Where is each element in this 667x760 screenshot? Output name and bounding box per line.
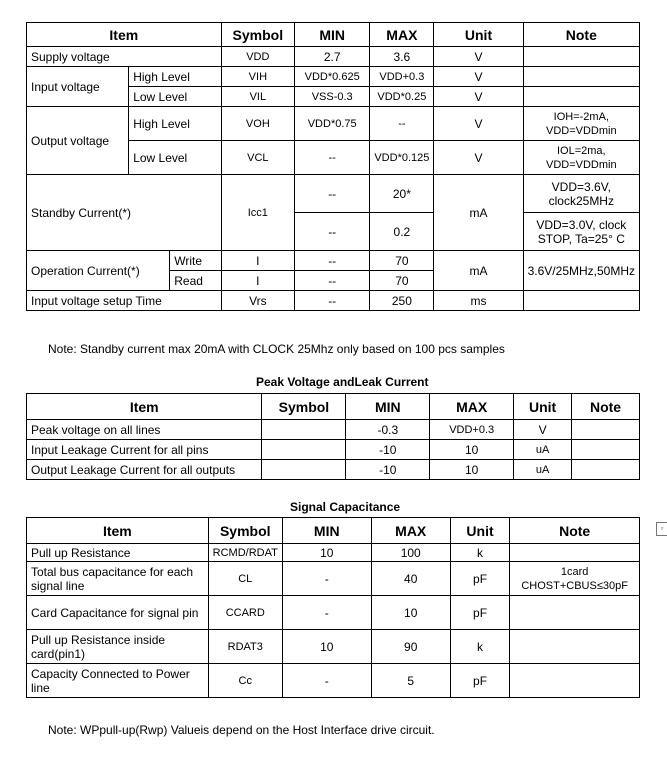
- t3-item: Card Capacitance for signal pin: [27, 596, 209, 630]
- t3-max: 10: [371, 596, 450, 630]
- standby-note-2: VDD=3.0V, clock STOP, Ta=25° C: [523, 213, 639, 251]
- t3-note: [510, 664, 640, 698]
- output-low-max: VDD*0.125: [370, 141, 434, 175]
- table-row: [27, 440, 640, 460]
- input-high-symbol: VIH: [221, 67, 294, 87]
- operation-read-max: 70: [370, 271, 434, 291]
- setup-symbol: Vrs: [221, 291, 294, 311]
- t3-unit: pF: [450, 562, 509, 596]
- input-low-min: VSS-0.3: [295, 87, 370, 107]
- output-low-min: --: [295, 141, 370, 175]
- page-icon[interactable]: ▫: [656, 522, 667, 536]
- output-high-symbol: VOH: [221, 107, 294, 141]
- t2-max: 10: [430, 460, 514, 480]
- standby-min-2: --: [295, 213, 370, 251]
- t3-item: Pull up Resistance inside card(pin1): [27, 630, 209, 664]
- t2-max: 10: [430, 440, 514, 460]
- signal-capacitance-table: [26, 517, 640, 698]
- output-item: Output voltage: [27, 107, 129, 175]
- table-row: [27, 630, 640, 664]
- t3-symbol: CL: [208, 562, 282, 596]
- t2-note: [572, 460, 640, 480]
- t2-item: Output Leakage Current for all outputs: [27, 460, 262, 480]
- operation-write-label: Write: [170, 251, 221, 271]
- operation-item: Operation Current(*): [27, 251, 170, 291]
- operation-read-label: Read: [170, 271, 221, 291]
- t3-header-max: MAX: [371, 518, 450, 544]
- input-item: Input voltage: [27, 67, 129, 107]
- t3-item: Pull up Resistance: [27, 544, 209, 562]
- dc-characteristics-table: [26, 22, 640, 311]
- t3-unit: pF: [450, 664, 509, 698]
- t2-header-max: MAX: [430, 394, 514, 420]
- input-low-unit: V: [434, 87, 523, 107]
- t2-item: Input Leakage Current for all pins: [27, 440, 262, 460]
- t3-max: 100: [371, 544, 450, 562]
- t3-max: 90: [371, 630, 450, 664]
- table-row: [27, 544, 640, 562]
- t2-min: -0.3: [346, 420, 430, 440]
- standby-item: Standby Current(*): [27, 175, 222, 251]
- input-low-label: Low Level: [129, 87, 221, 107]
- t3-unit: k: [450, 544, 509, 562]
- t2-header-unit: Unit: [514, 394, 572, 420]
- output-low-unit: V: [434, 141, 523, 175]
- table2-caption: Peak Voltage andLeak Current: [256, 375, 429, 389]
- t2-symbol: [262, 420, 346, 440]
- table-row: [27, 664, 640, 698]
- t3-header-item: Item: [27, 518, 209, 544]
- output-high-note: IOH=-2mA, VDD=VDDmin: [523, 107, 639, 141]
- header-item: Item: [27, 23, 222, 47]
- input-high-note: [523, 67, 639, 87]
- t2-note: [572, 440, 640, 460]
- standby-symbol: Icc1: [221, 175, 294, 251]
- t3-item: Total bus capacitance for each signal line: [27, 562, 209, 596]
- standby-footnote: Note: Standby current max 20mA with CLOCK 25Mhz only based on 100 pcs samples: [48, 342, 505, 356]
- supply-min: 2.7: [295, 47, 370, 67]
- t3-item: Capacity Connected to Power line: [27, 664, 209, 698]
- t3-symbol: RCMD/RDAT: [208, 544, 282, 562]
- t3-header-unit: Unit: [450, 518, 509, 544]
- t3-max: 40: [371, 562, 450, 596]
- setup-min: --: [295, 291, 370, 311]
- supply-unit: V: [434, 47, 523, 67]
- input-high-unit: V: [434, 67, 523, 87]
- input-high-label: High Level: [129, 67, 221, 87]
- t2-header-symbol: Symbol: [262, 394, 346, 420]
- t3-min: -: [282, 596, 371, 630]
- output-low-note: IOL=2ma, VDD=VDDmin: [523, 141, 639, 175]
- header-unit: Unit: [434, 23, 523, 47]
- t3-header-min: MIN: [282, 518, 371, 544]
- standby-max-1: 20*: [370, 175, 434, 213]
- input-high-min: VDD*0.625: [295, 67, 370, 87]
- t2-min: -10: [346, 440, 430, 460]
- t3-unit: k: [450, 630, 509, 664]
- supply-max: 3.6: [370, 47, 434, 67]
- t3-max: 5: [371, 664, 450, 698]
- t3-min: -: [282, 664, 371, 698]
- operation-write-symbol: I: [221, 251, 294, 271]
- operation-write-max: 70: [370, 251, 434, 271]
- header-note: Note: [523, 23, 639, 47]
- operation-write-min: --: [295, 251, 370, 271]
- input-low-note: [523, 87, 639, 107]
- output-low-label: Low Level: [129, 141, 221, 175]
- t2-min: -10: [346, 460, 430, 480]
- output-high-max: --: [370, 107, 434, 141]
- t3-min: 10: [282, 544, 371, 562]
- t2-header-note: Note: [572, 394, 640, 420]
- t3-min: 10: [282, 630, 371, 664]
- t3-symbol: Cc: [208, 664, 282, 698]
- t3-unit: pF: [450, 596, 509, 630]
- setup-unit: ms: [434, 291, 523, 311]
- t2-symbol: [262, 440, 346, 460]
- operation-unit: mA: [434, 251, 523, 291]
- peak-voltage-table: [26, 393, 640, 480]
- t3-note: [510, 630, 640, 664]
- t2-header-item: Item: [27, 394, 262, 420]
- input-high-max: VDD+0.3: [370, 67, 434, 87]
- supply-note: [523, 47, 639, 67]
- t2-header-min: MIN: [346, 394, 430, 420]
- supply-item: Supply voltage: [27, 47, 222, 67]
- output-high-min: VDD*0.75: [295, 107, 370, 141]
- table-row: [27, 420, 640, 440]
- standby-unit: mA: [434, 175, 523, 251]
- input-low-symbol: VIL: [221, 87, 294, 107]
- t2-symbol: [262, 460, 346, 480]
- pullup-footnote: Note: WPpull-up(Rwp) Valueis depend on the Host Interface drive circuit.: [48, 723, 435, 737]
- setup-max: 250: [370, 291, 434, 311]
- standby-min-1: --: [295, 175, 370, 213]
- t3-header-note: Note: [510, 518, 640, 544]
- t2-unit: uA: [514, 440, 572, 460]
- table-row: [27, 596, 640, 630]
- t2-note: [572, 420, 640, 440]
- header-symbol: Symbol: [221, 23, 294, 47]
- table-row: [27, 460, 640, 480]
- supply-symbol: VDD: [221, 47, 294, 67]
- t2-unit: V: [514, 420, 572, 440]
- t2-unit: uA: [514, 460, 572, 480]
- t2-max: VDD+0.3: [430, 420, 514, 440]
- standby-max-2: 0.2: [370, 213, 434, 251]
- operation-read-symbol: I: [221, 271, 294, 291]
- t2-item: Peak voltage on all lines: [27, 420, 262, 440]
- t3-min: -: [282, 562, 371, 596]
- operation-read-min: --: [295, 271, 370, 291]
- input-low-max: VDD*0.25: [370, 87, 434, 107]
- t3-note: 1card CHOST+CBUS≤30pF: [510, 562, 640, 596]
- t3-symbol: RDAT3: [208, 630, 282, 664]
- header-max: MAX: [370, 23, 434, 47]
- table-row: [27, 562, 640, 596]
- operation-note: 3.6V/25MHz,50MHz: [523, 251, 639, 291]
- setup-note: [523, 291, 639, 311]
- standby-note-1: VDD=3.6V, clock25MHz: [523, 175, 639, 213]
- t3-symbol: CCARD: [208, 596, 282, 630]
- t3-note: [510, 596, 640, 630]
- t3-note: [510, 544, 640, 562]
- output-high-unit: V: [434, 107, 523, 141]
- header-min: MIN: [295, 23, 370, 47]
- output-low-symbol: VCL: [221, 141, 294, 175]
- table3-caption: Signal Capacitance: [290, 500, 401, 514]
- t3-header-symbol: Symbol: [208, 518, 282, 544]
- setup-item: Input voltage setup Time: [27, 291, 222, 311]
- output-high-label: High Level: [129, 107, 221, 141]
